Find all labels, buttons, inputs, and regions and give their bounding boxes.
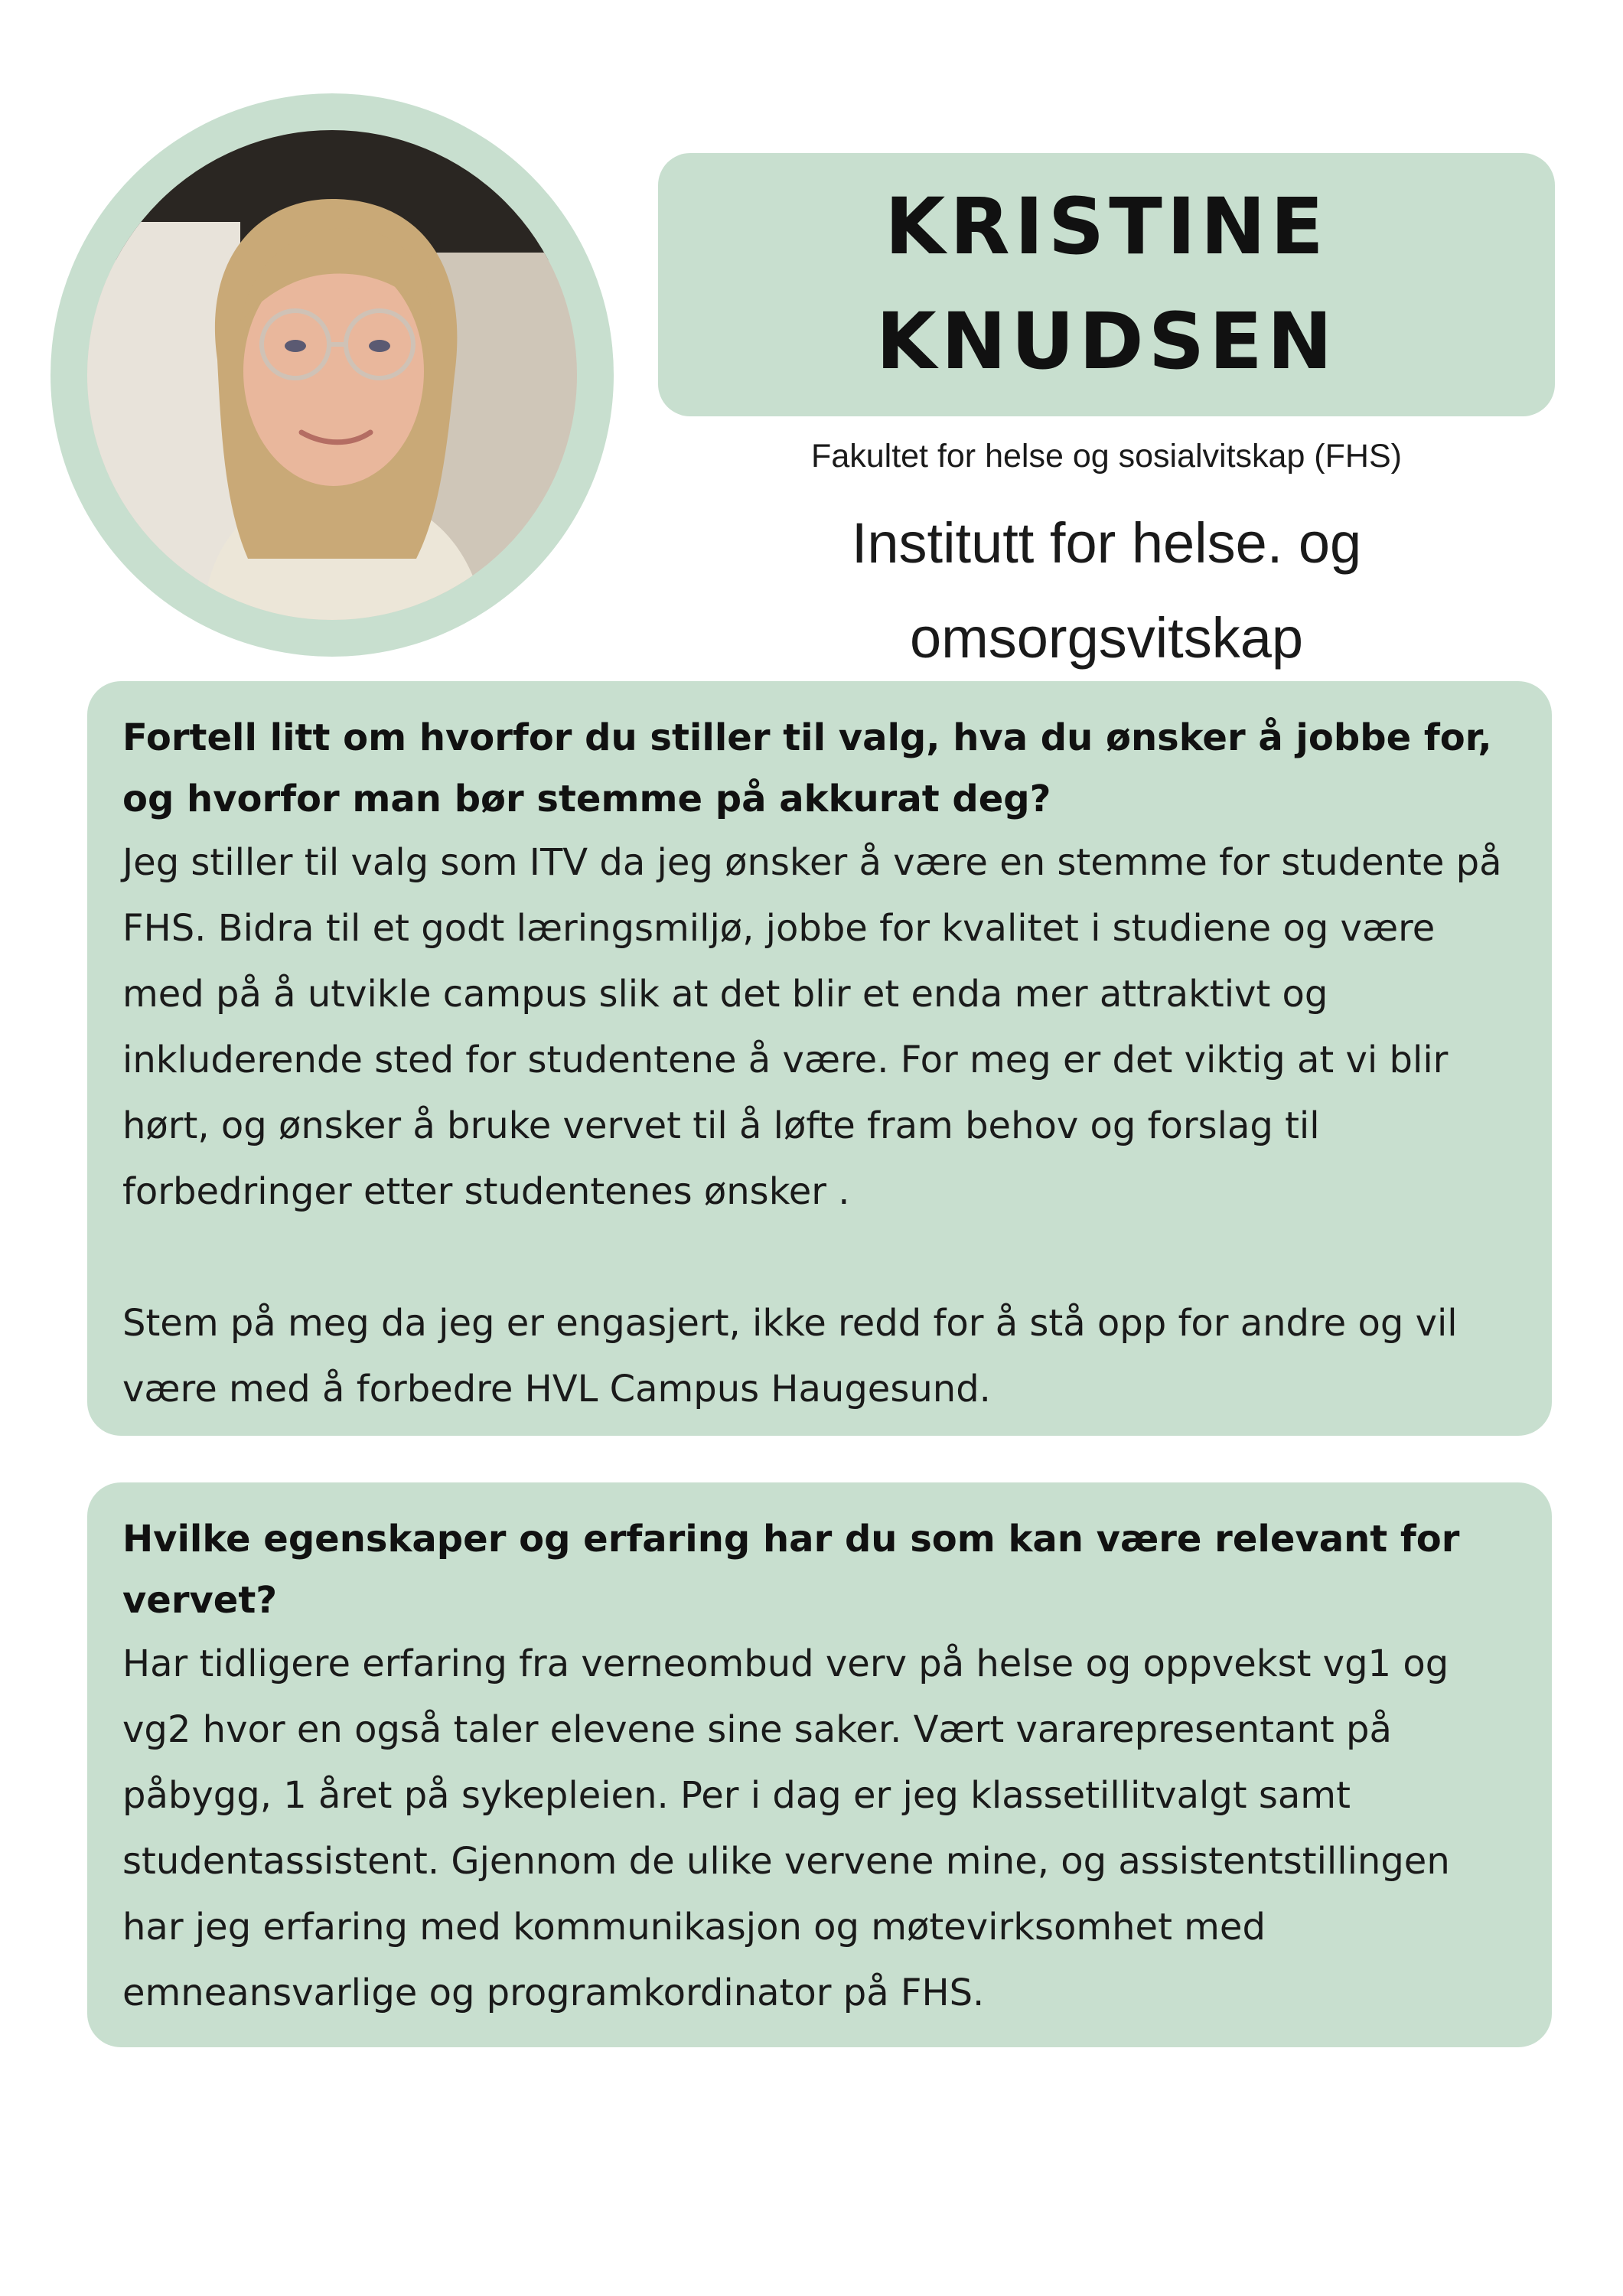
profile-photo-frame (51, 93, 614, 657)
institute-line-2: omsorgsvitskap (909, 606, 1304, 670)
section-card-experience (87, 1482, 1552, 2047)
profile-photo (87, 130, 577, 620)
faculty-label: Fakultet for helse og sosialvitskap (FHS) (811, 438, 1402, 475)
section-question: Fortell litt om hvorfor du stiller til valg, hva du ønsker å jobbe for, og hvorfor man bør stemme på akkurat deg? (122, 716, 1492, 820)
section-card-motivation (87, 681, 1552, 1436)
name-banner (658, 153, 1555, 416)
section-question: Hvilke egenskaper og erfaring har du som kan være relevant for vervet? (122, 1518, 1460, 1622)
section-answer: Jeg stiller til valg som ITV da jeg ønsker å være en stemme for studente på FHS. Bidra til et godt læringsmiljø, jobbe for kvalitet i studiene og være med på å utvikle campus slik at det blir et enda mer attraktivt og inkluderende sted for studentene å være. For meg er det viktig at vi blir hørt, og ønsker å bruke vervet til å løfte fram behov og forslag til forbedringer etter studentenes ønsker . Stem på meg da jeg er engasjert, ikke redd for å stå opp for andre og vil være med å forbedre HVL Campus Haugesund. (122, 841, 1502, 1411)
institute-line-1: Institutt for helse. og (851, 511, 1362, 575)
last-name: KNUDSEN (875, 296, 1338, 387)
institute-label (658, 496, 1555, 686)
section-answer: Har tidligere erfaring fra verneombud verv på helse og oppvekst vg1 og vg2 hvor en også taler elevene sine saker. Vært vararepresentant på påbygg, 1 året på sykepleien. Per i dag er jeg klassetillitvalgt samt studentassistent. Gjennom de ulike vervene mine, og assistentstillingen har jeg erfaring med kommunikasjon og møtevirksomhet med emneansvarlige og programkordinator på FHS. (122, 1642, 1450, 2014)
first-name: KRISTINE (885, 181, 1328, 272)
